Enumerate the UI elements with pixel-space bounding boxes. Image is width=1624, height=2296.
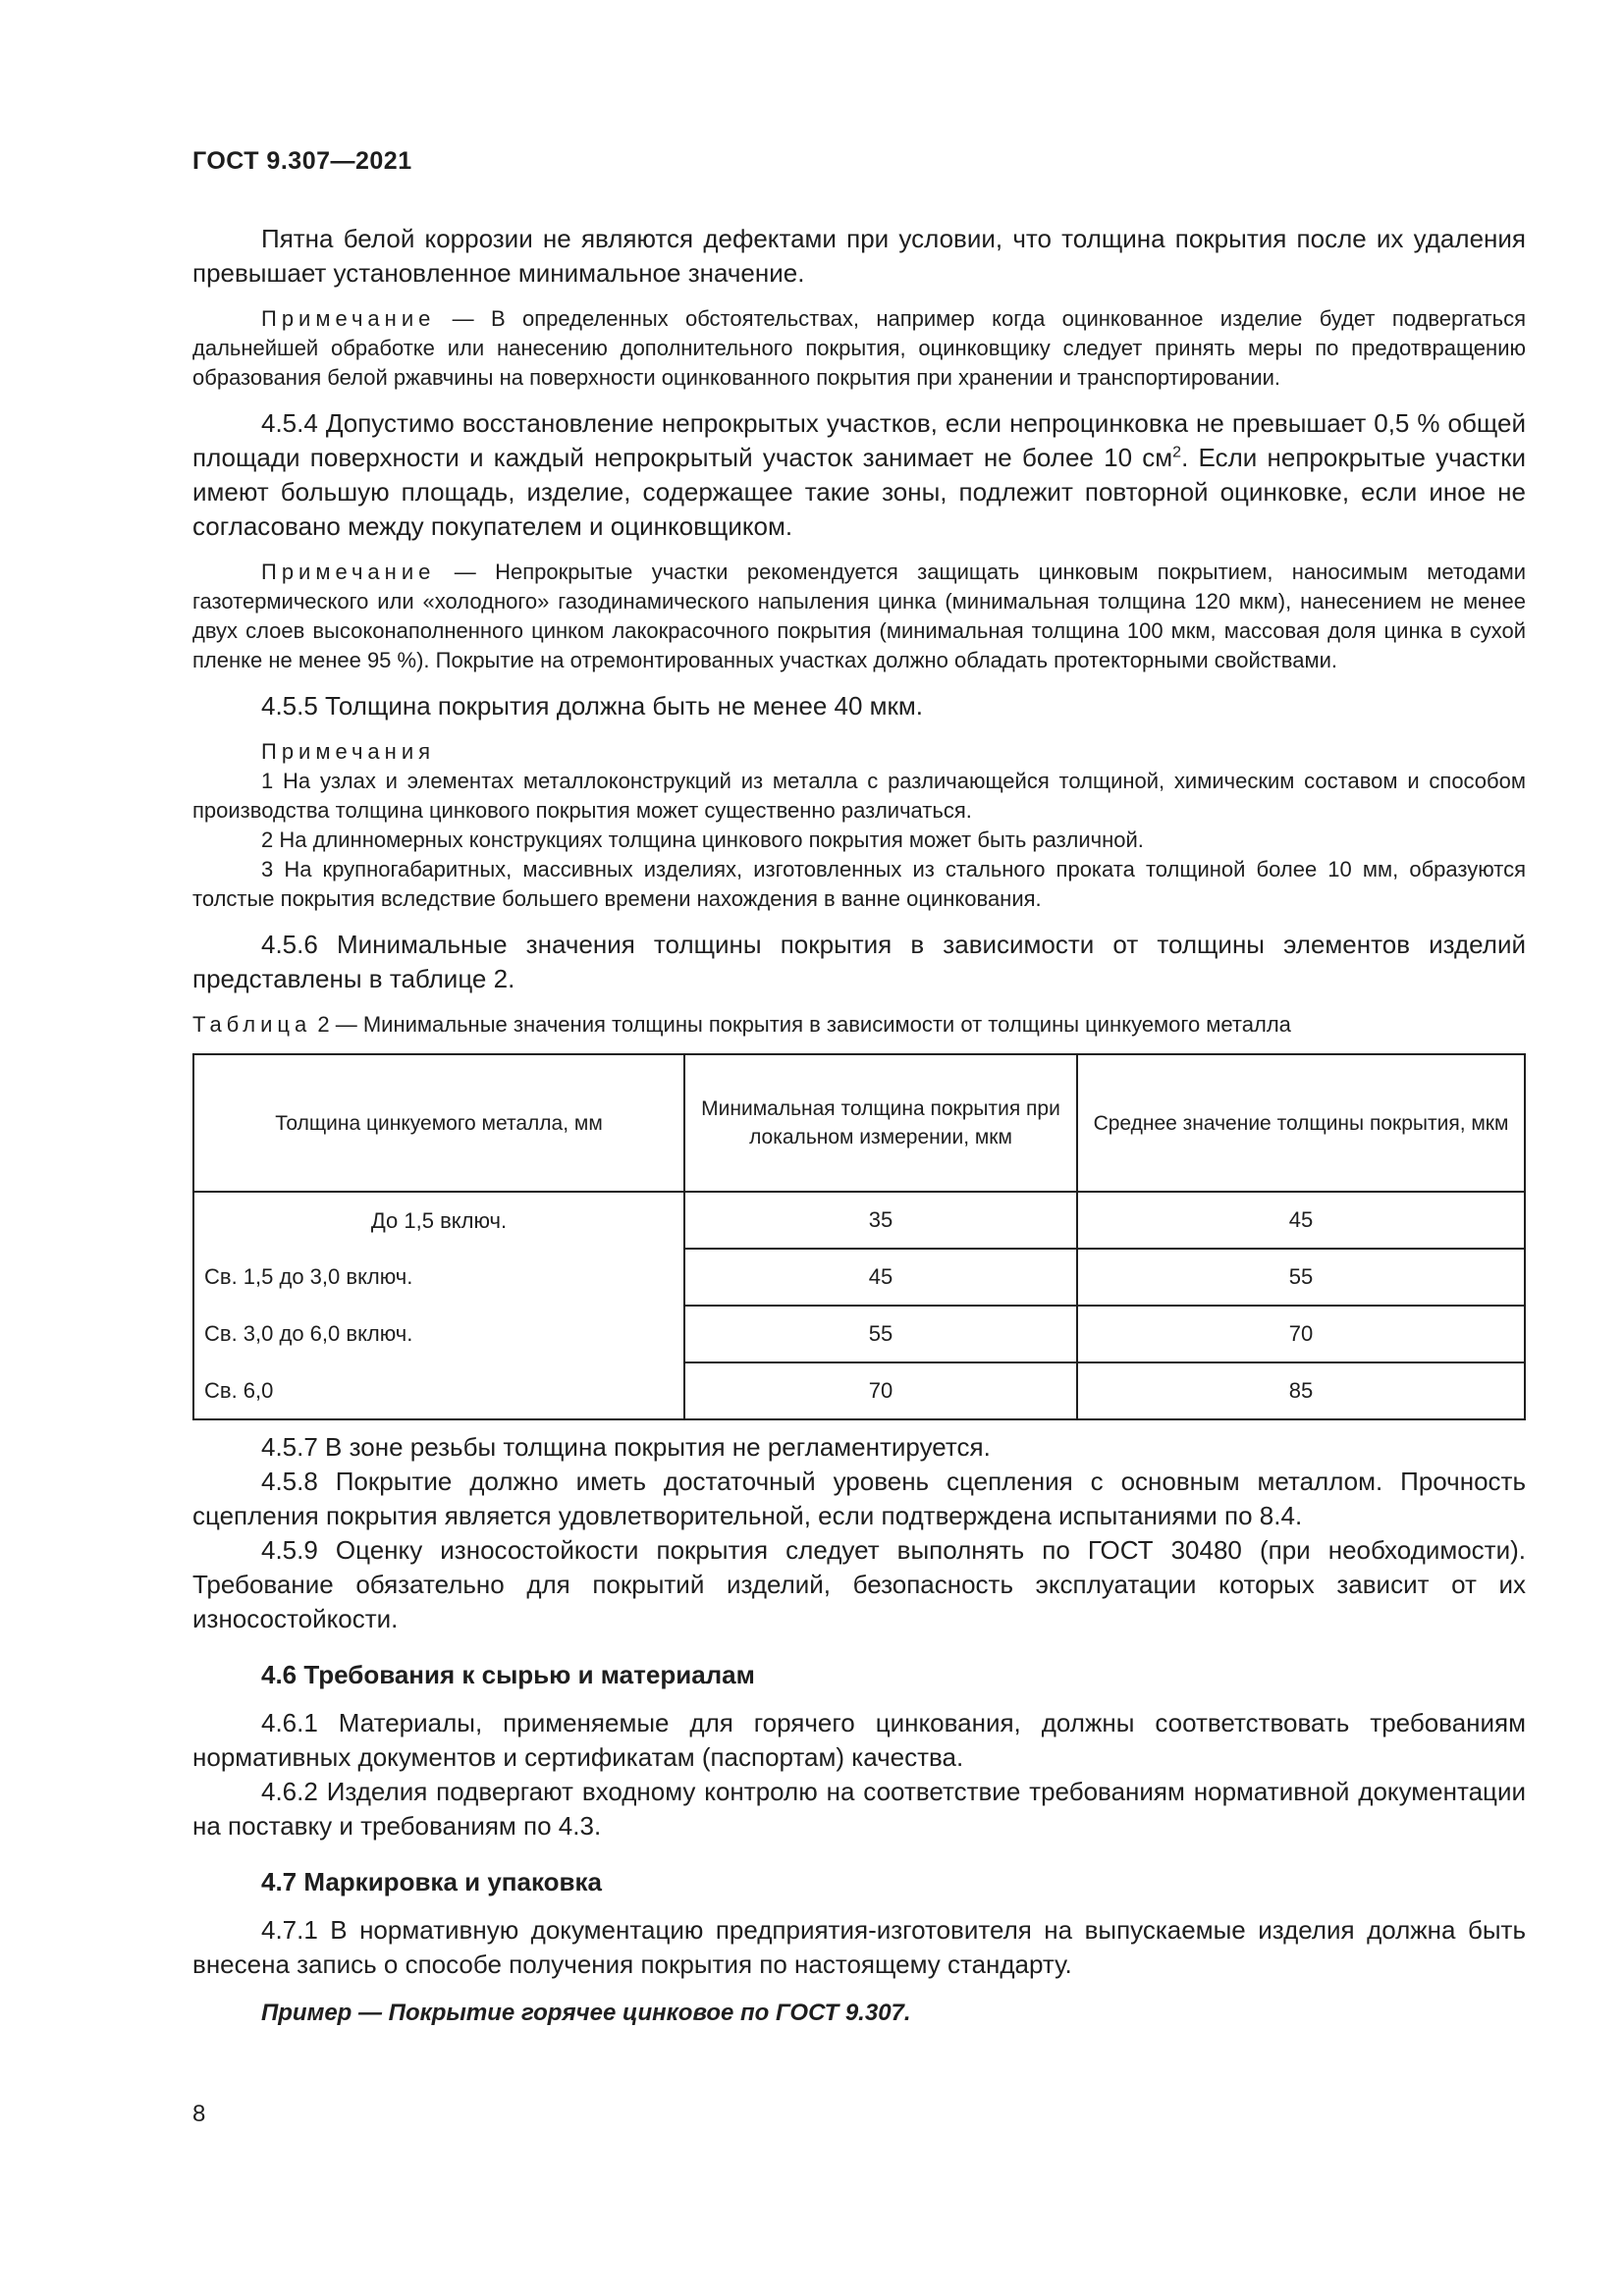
paragraph-4-5-4-part-a: 4.5.4 Допустимо восстановление непрокрытых участков, если непроцинковка не превышает 0,5 % общей площади поверхности и каждый непрокрытый участок занимает не более 10 см xyxy=(192,408,1526,472)
notes-3-item-3: 3 На крупногабаритных, массивных изделиях, изготовленных из стального проката толщиной более 10 мм, образуются толстые покрытия вследствие большего времени нахождения в ванне оцинкования. xyxy=(192,857,1526,911)
table-row xyxy=(193,1192,1525,1249)
notes-3-item-2: 2 На длинномерных конструкциях толщина цинкового покрытия может быть различной. xyxy=(261,828,1144,852)
paragraph-4-5-4-part-b: . Если непрокрытые участки имеют большую площадь, изделие, содержащее такие зоны, подлежит повторной оцинковке, если иное не согласовано между покупателем и оцинковщиком. xyxy=(192,443,1526,541)
table-row xyxy=(193,1362,1525,1419)
section-heading-4-7: 4.7 Маркировка и упаковка xyxy=(261,1867,602,1896)
note-2-label: Примечание xyxy=(261,560,436,584)
notes-3-item-1: 1 На узлах и элементах металлоконструкций из металла с различающейся толщиной, химическим составом и способом производства толщина цинкового покрытия может существенно различаться. xyxy=(192,769,1526,823)
paragraph-white-corrosion: Пятна белой коррозии не являются дефектами при условии, что толщина покрытия после их удаления превышает установленное минимальное значение. xyxy=(192,224,1526,288)
paragraph-4-6-1: 4.6.1 Материалы, применяемые для горячего цинкования, должны соответствовать требованиям нормативных документов и сертификатам (паспортам) качества. xyxy=(192,1708,1526,1772)
page-header-standard: ГОСТ 9.307—2021 xyxy=(192,147,412,175)
paragraph-4-5-6: 4.5.6 Минимальные значения толщины покрытия в зависимости от толщины элементов изделий представлены в таблице 2. xyxy=(192,930,1526,993)
paragraph-4-6-2: 4.6.2 Изделия подвергают входному контролю на соответствие требованиям нормативной документации на поставку и требованиям по 4.3. xyxy=(192,1777,1526,1841)
table-cell: 70 xyxy=(1077,1306,1525,1362)
note-1-label: Примечание xyxy=(261,306,436,331)
table-header-row xyxy=(193,1054,1525,1192)
table-2-caption xyxy=(192,1010,1526,1040)
table-cell: Св. 1,5 до 3,0 включ. xyxy=(193,1249,684,1306)
table-cell: Св. 3,0 до 6,0 включ. xyxy=(193,1306,684,1362)
paragraph-4-5-8: 4.5.8 Покрытие должно иметь достаточный уровень сцепления с основным металлом. Прочность сцепления покрытия является удовлетворительной, если подтверждена испытаниями по 8.4. xyxy=(192,1467,1526,1530)
table-cell: До 1,5 включ. xyxy=(193,1192,684,1249)
table-cell: 85 xyxy=(1077,1362,1525,1419)
table-cell: 55 xyxy=(684,1306,1077,1362)
table-cell: Св. 6,0 xyxy=(193,1362,684,1419)
table-header-cell: Толщина цинкуемого металла, мм xyxy=(193,1054,684,1192)
paragraph-4-5-7: 4.5.7 В зоне резьбы толщина покрытия не регламентируется. xyxy=(261,1432,991,1462)
note-2-text: — Непрокрытые участки рекомендуется защищать цинковым покрытием, наносимым методами газотермического или «холодного» газодинамического напыления цинка (минимальная толщина 120 мкм), нанесением не менее двух слоев высоконаполненного цинком лакокрасочного покрытия (минимальная толщина 100 мкм, массовая доля цинка в сухой пленке не менее 95 %). Покрытие на отремонтированных участках должно обладать протекторными свойствами. xyxy=(192,560,1526,672)
table-2-caption-text: 2 — Минимальные значения толщины покрытия в зависимости от толщины цинкуемого металла xyxy=(311,1012,1291,1037)
table-cell: 70 xyxy=(684,1362,1077,1419)
paragraph-4-7-1: 4.7.1 В нормативную документацию предприятия-изготовителя на выпускаемые изделия должна быть внесена запись о способе получения покрытия по настоящему стандарту. xyxy=(192,1915,1526,1979)
table-row xyxy=(193,1249,1525,1306)
example-marking: Пример — Покрытие горячее цинковое по ГОСТ 9.307. xyxy=(261,2000,911,2026)
table-2-caption-label: Таблица xyxy=(192,1012,312,1037)
table-cell: 45 xyxy=(1077,1192,1525,1249)
note-1-text: — В определенных обстоятельствах, например когда оцинкованное изделие будет подвергаться дальнейшей обработке или нанесению дополнительного покрытия, оцинковщику следует принять меры по предотвращению образования белой ржавчины на поверхности оцинкованного покрытия при хранении и транспортировании. xyxy=(192,306,1526,390)
note-1 xyxy=(192,304,1526,393)
paragraph-4-5-4 xyxy=(192,406,1526,544)
table-cell: 35 xyxy=(684,1192,1077,1249)
page-content xyxy=(192,222,1526,2030)
table-2 xyxy=(192,1053,1526,1420)
table-cell: 45 xyxy=(684,1249,1077,1306)
table-header-cell: Среднее значение толщины покрытия, мкм xyxy=(1077,1054,1525,1192)
note-2 xyxy=(192,558,1526,675)
paragraph-4-5-9: 4.5.9 Оценку износостойкости покрытия следует выполнять по ГОСТ 30480 (при необходимости). Требование обязательно для покрытий изделий, безопасность эксплуатации которых зависит от их износостойкости. xyxy=(192,1535,1526,1633)
table-header-cell: Минимальная толщина покрытия при локальном измерении, мкм xyxy=(684,1054,1077,1192)
paragraph-4-5-5: 4.5.5 Толщина покрытия должна быть не менее 40 мкм. xyxy=(261,691,924,721)
page-number: 8 xyxy=(192,2101,206,2127)
superscript-2: 2 xyxy=(1172,444,1182,461)
table-row xyxy=(193,1306,1525,1362)
notes-3-label: Примечания xyxy=(261,739,436,764)
section-heading-4-6: 4.6 Требования к сырью и материалам xyxy=(261,1660,755,1689)
table-cell: 55 xyxy=(1077,1249,1525,1306)
